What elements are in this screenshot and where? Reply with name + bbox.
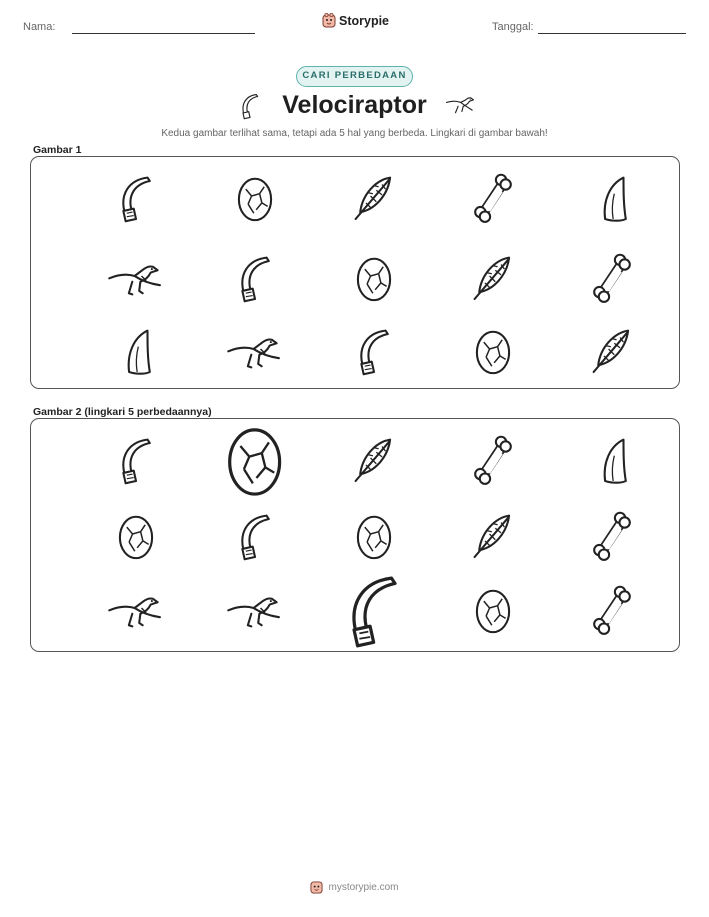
- feather-icon: [351, 173, 397, 224]
- panel1-label: Gambar 1: [33, 144, 82, 156]
- footer-url: mystorypie.com: [328, 882, 399, 893]
- claw-cell[interactable]: [344, 320, 404, 382]
- bone-cell[interactable]: [463, 429, 523, 491]
- egg-icon: [232, 173, 278, 224]
- claw-icon: [351, 326, 397, 377]
- egg-icon: [351, 511, 397, 562]
- raptor-cell[interactable]: [106, 247, 166, 309]
- tooth-icon: [113, 326, 159, 377]
- brand-name: Storypie: [339, 14, 390, 28]
- raptor-cell[interactable]: [225, 579, 285, 641]
- feather-icon: [470, 253, 516, 304]
- feather-cell[interactable]: [344, 429, 404, 491]
- tooth-icon: [589, 173, 635, 224]
- brand-logo: [322, 13, 389, 29]
- egg-cell[interactable]: [463, 320, 523, 382]
- egg-icon: [351, 253, 397, 304]
- raptor-icon: [107, 585, 165, 636]
- name-label: Nama:: [23, 21, 56, 33]
- egg-icon: [470, 326, 516, 377]
- feather-icon: [351, 435, 397, 486]
- egg-cell[interactable]: [225, 429, 285, 491]
- bone-cell[interactable]: [582, 579, 642, 641]
- tooth-cell[interactable]: [582, 167, 642, 229]
- claw-icon: [338, 571, 409, 649]
- instruction-text: Kedua gambar terlihat sama, tetapi ada 5 hal yang berbeda. Lingkari di gambar bawah!: [161, 128, 548, 139]
- tooth-cell[interactable]: [106, 320, 166, 382]
- tooth-cell[interactable]: [582, 429, 642, 491]
- raptor-icon: [444, 92, 476, 118]
- bone-icon: [470, 435, 516, 486]
- bone-icon: [589, 585, 635, 636]
- bone-icon: [589, 511, 635, 562]
- feather-cell[interactable]: [463, 247, 523, 309]
- raptor-icon: [226, 326, 284, 377]
- egg-cell[interactable]: [463, 579, 523, 641]
- egg-icon: [470, 585, 516, 636]
- page-title: Velociraptor: [282, 91, 427, 119]
- picture-panel-1: [30, 156, 680, 389]
- egg-cell[interactable]: [106, 505, 166, 567]
- claw-icon: [232, 253, 278, 304]
- raptor-cell[interactable]: [106, 579, 166, 641]
- footer: [0, 880, 709, 895]
- date-label: Tanggal:: [492, 21, 534, 33]
- raptor-icon: [107, 253, 165, 304]
- egg-icon: [219, 421, 290, 499]
- date-line: [538, 33, 686, 34]
- claw-cell[interactable]: [106, 429, 166, 491]
- bone-cell[interactable]: [582, 505, 642, 567]
- egg-cell[interactable]: [225, 167, 285, 229]
- activity-badge: CARI PERBEDAAN: [296, 66, 413, 87]
- raptor-cell[interactable]: [225, 320, 285, 382]
- claw-icon: [232, 511, 278, 562]
- mascot-icon: [322, 13, 336, 29]
- claw-cell[interactable]: [225, 247, 285, 309]
- bone-icon: [589, 253, 635, 304]
- mascot-icon: [310, 880, 323, 895]
- bone-cell[interactable]: [463, 167, 523, 229]
- feather-cell[interactable]: [582, 320, 642, 382]
- claw-cell[interactable]: [344, 579, 404, 641]
- claw-cell[interactable]: [225, 505, 285, 567]
- picture-panel-2: [30, 418, 680, 652]
- feather-cell[interactable]: [463, 505, 523, 567]
- raptor-icon: [226, 585, 284, 636]
- feather-icon: [589, 326, 635, 377]
- tooth-icon: [589, 435, 635, 486]
- bone-cell[interactable]: [582, 247, 642, 309]
- claw-cell[interactable]: [106, 167, 166, 229]
- name-line: [72, 33, 255, 34]
- claw-icon: [113, 435, 159, 486]
- panel2-label: Gambar 2 (lingkari 5 perbedaannya): [33, 406, 212, 418]
- feather-icon: [470, 511, 516, 562]
- egg-cell[interactable]: [344, 247, 404, 309]
- egg-icon: [113, 511, 159, 562]
- bone-icon: [470, 173, 516, 224]
- egg-cell[interactable]: [344, 505, 404, 567]
- claw-icon: [113, 173, 159, 224]
- feather-cell[interactable]: [344, 167, 404, 229]
